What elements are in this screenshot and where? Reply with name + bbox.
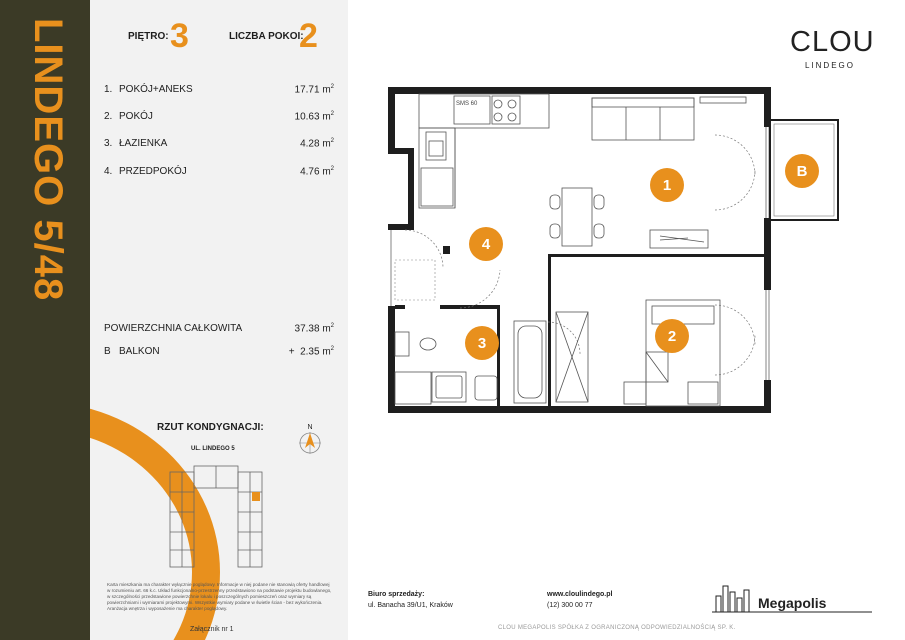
- balcony-value: + 2.35 $m^2$: [288, 346, 334, 358]
- building-title-wrap: [22, 18, 74, 302]
- left-band: [0, 0, 90, 640]
- key-plan-map: [160, 462, 280, 577]
- room-row: [104, 84, 334, 98]
- total-area-value: 37.38 $m^2$: [294, 323, 334, 335]
- key-plan-title: RZUT KONDYGNACJI:: [157, 422, 264, 433]
- svg-text:3: 3: [477, 335, 487, 352]
- floor-label: PIĘTRO:: [128, 31, 169, 42]
- balcony-row: [104, 346, 334, 360]
- total-area-row: [104, 323, 334, 337]
- wall-bottom: [388, 406, 770, 413]
- svg-text:4: 4: [481, 236, 491, 253]
- wall-top: [388, 87, 770, 94]
- room-row: [104, 138, 334, 152]
- bathroom-fixtures: [395, 312, 588, 404]
- wall-left-upper: [388, 87, 395, 152]
- room-row: [104, 166, 334, 180]
- website-link[interactable]: www.cloulindego.pl: [547, 591, 613, 598]
- room-name: PRZEDPOKÓJ: [119, 166, 187, 177]
- room-number: 2.: [104, 111, 113, 122]
- wall-left-lower: [388, 306, 395, 412]
- room-marker-4: [469, 227, 503, 261]
- room-marker-1: [650, 168, 684, 202]
- key-plan-street: UL. LINDEGO 5: [191, 446, 235, 452]
- brand-sub: LINDEGO: [804, 61, 855, 70]
- north-arrow-icon: [297, 421, 323, 457]
- room-number: 1.: [104, 84, 113, 95]
- room-name: POKÓJ+ANEKS: [119, 84, 193, 95]
- fridge-label: SMS 60: [456, 101, 478, 107]
- rooms-count-value: 2: [299, 17, 318, 55]
- room-row: [104, 111, 334, 125]
- room-area: 17.71 $m^2$: [294, 84, 334, 96]
- svg-text:B: B: [796, 163, 808, 180]
- sofa: [592, 98, 694, 140]
- company-name: CLOU MEGAPOLIS SPÓŁKA Z OGRANICZONĄ ODPOWIEDZIALNOŚCIĄ SP. K.: [498, 625, 736, 631]
- floor-value: 3: [170, 17, 189, 55]
- rooms-count-label: LICZBA POKOI:: [229, 31, 304, 42]
- brand-name: CLOU: [790, 26, 875, 58]
- room-area: 4.76 $m^2$: [300, 166, 334, 178]
- office-address: ul. Banacha 39/U1, Kraków: [368, 602, 453, 609]
- developer-logo-text: Megapolis: [758, 595, 827, 611]
- key-plan-unit-marker: [252, 492, 260, 501]
- room-area: 10.63 $m^2$: [294, 111, 334, 123]
- disclaimer: Karta mieszkania ma charakter wyłącznie poglądowy. Informacje w niej podane nie stanowią oferty handlowej w rozumieniu art. 66 k.c. Układ funkcjonalno-przestrzenny przedstawiono na podstawie projektu budowlanego, w szczególności przedstawione powierzchnie lokalu i poszczególnych pomieszczeń oraz wymiary są powierzchniami i wymiarami projektowymi. Wszystkie wymiary podane w świetle ścian - bez wykończenia. Aranżacja wnętrza i wyposażenie ma charakter poglądowy.: [107, 582, 332, 611]
- office-label: Biuro sprzedaży:: [368, 591, 425, 598]
- room-number: 3.: [104, 138, 113, 149]
- building-title: LINDEGO 5/48: [26, 18, 70, 302]
- room-marker-3: [465, 326, 499, 360]
- room-name: POKÓJ: [119, 111, 153, 122]
- room-marker-2: [655, 319, 689, 353]
- svg-text:N: N: [307, 424, 313, 431]
- room-area: 4.28 $m^2$: [300, 138, 334, 150]
- total-area-label: POWIERZCHNIA CAŁKOWITA: [104, 323, 243, 334]
- phone-number: (12) 300 00 77: [547, 602, 593, 609]
- room-marker-balcony: [785, 154, 819, 188]
- dining-table: [550, 188, 604, 246]
- room-name: ŁAZIENKA: [119, 138, 168, 149]
- attachment-label: Załącznik nr 1: [190, 626, 234, 633]
- balcony-label: B BALKON: [104, 346, 160, 357]
- svg-text:1: 1: [662, 177, 672, 194]
- floor-plan: [370, 70, 860, 430]
- svg-text:2: 2: [667, 328, 677, 345]
- room-number: 4.: [104, 166, 113, 177]
- clou-logo: [790, 26, 875, 70]
